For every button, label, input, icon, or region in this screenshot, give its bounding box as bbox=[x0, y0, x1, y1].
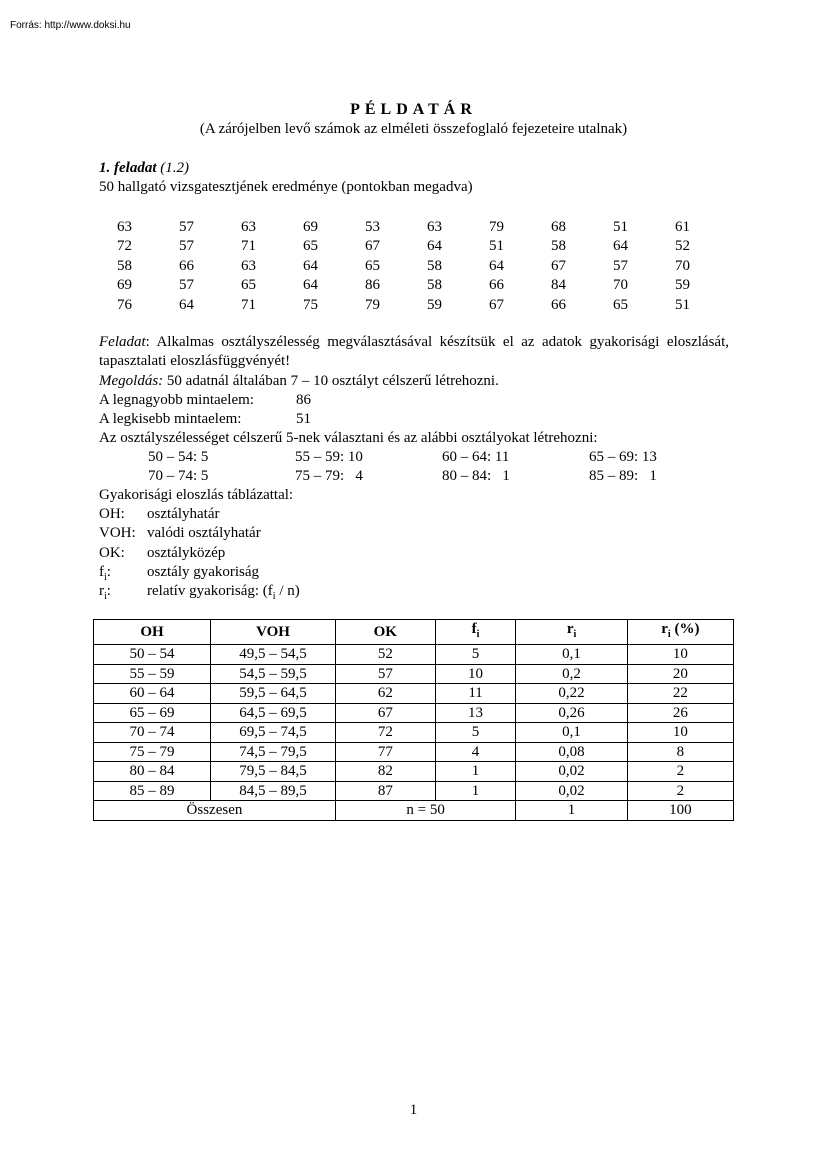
table-cell: 60 – 64 bbox=[94, 684, 211, 704]
table-cell: 0,02 bbox=[516, 762, 627, 782]
table-cell: 50 – 54 bbox=[94, 645, 211, 665]
class-row bbox=[148, 448, 736, 467]
definition-abbr-sub: i bbox=[104, 571, 107, 583]
definition-abbr bbox=[99, 544, 147, 563]
table-cell: 85 – 89 bbox=[94, 781, 211, 801]
score-cell: 66 bbox=[179, 257, 194, 274]
table-header-text: r bbox=[566, 621, 574, 637]
definition-text bbox=[147, 544, 225, 563]
score-cell: 63 bbox=[241, 257, 256, 274]
min-label: A legkisebb mintaelem: bbox=[99, 411, 242, 427]
score-cell: 51 bbox=[675, 296, 690, 313]
table-header-text: OK bbox=[373, 624, 397, 640]
score-cell: 84 bbox=[551, 277, 566, 294]
table-row bbox=[94, 781, 734, 801]
definition-text-sub: i bbox=[272, 591, 276, 603]
table-row bbox=[94, 762, 734, 782]
table-cell: 84,5 – 89,5 bbox=[211, 781, 336, 801]
page-number: 1 bbox=[409, 1102, 418, 1118]
table-cell: 20 bbox=[627, 664, 733, 684]
solution-line bbox=[99, 372, 499, 391]
table-cell: 26 bbox=[627, 703, 733, 723]
score-cell: 57 bbox=[179, 238, 194, 255]
table-cell: 5 bbox=[435, 723, 516, 743]
table-header-cell bbox=[627, 620, 733, 645]
definition-abbr bbox=[99, 563, 147, 582]
score-cell: 57 bbox=[613, 257, 628, 274]
class-item: 60 – 64: 11 bbox=[442, 449, 510, 465]
definition-row bbox=[99, 505, 300, 524]
score-cell: 65 bbox=[613, 296, 628, 313]
definition-text-main: valódi osztályhatár bbox=[147, 525, 261, 542]
table-cell: 8 bbox=[627, 742, 733, 762]
score-cell: 64 bbox=[303, 257, 318, 274]
table-cell: 22 bbox=[627, 684, 733, 704]
definition-abbr-suffix: : bbox=[106, 563, 111, 580]
score-cell: 67 bbox=[551, 257, 566, 274]
task-ref: (1.2) bbox=[160, 160, 189, 176]
definition-abbr-text: OH: bbox=[99, 506, 125, 522]
score-cell: 64 bbox=[179, 296, 194, 313]
score-cell: 59 bbox=[427, 296, 442, 313]
table-cell: 0,1 bbox=[516, 645, 627, 665]
score-cell: 69 bbox=[303, 219, 318, 235]
table-cell: 10 bbox=[435, 664, 516, 684]
score-cell: 79 bbox=[365, 296, 380, 313]
table-row bbox=[94, 723, 734, 743]
score-cell: 67 bbox=[489, 296, 504, 313]
score-cell: 58 bbox=[117, 257, 132, 274]
table-cell: 0,22 bbox=[516, 684, 627, 704]
table-cell: 11 bbox=[435, 684, 516, 704]
width-line: Az osztályszélességet célszerű 5-nek választani és az alábbi osztályokat létrehozni: bbox=[99, 430, 598, 446]
score-row bbox=[117, 276, 737, 295]
definition-text-main: osztályközép bbox=[147, 544, 226, 561]
score-cell: 63 bbox=[117, 219, 132, 235]
table-total-row bbox=[94, 801, 734, 821]
definition-abbr-sub: i bbox=[104, 591, 107, 603]
table-cell: 69,5 – 74,5 bbox=[211, 723, 336, 743]
class-item: 80 – 84: 1 bbox=[442, 468, 510, 484]
score-cell: 64 bbox=[427, 238, 442, 255]
feladat-label: Feladat bbox=[99, 334, 146, 350]
table-cell: 57 bbox=[335, 664, 435, 684]
task-paragraph bbox=[99, 333, 729, 371]
table-header-row bbox=[94, 620, 734, 645]
table-cell: 10 bbox=[627, 723, 733, 743]
table-header-cell bbox=[211, 620, 336, 645]
table-cell: 82 bbox=[335, 762, 435, 782]
table-header-text: r bbox=[661, 621, 668, 637]
score-cell: 71 bbox=[241, 238, 256, 255]
table-row bbox=[94, 703, 734, 723]
table-cell: 49,5 – 54,5 bbox=[211, 645, 336, 665]
score-cell: 86 bbox=[365, 277, 380, 294]
definition-text bbox=[147, 505, 219, 524]
definition-text-main: osztályhatár bbox=[147, 506, 220, 522]
score-cell: 64 bbox=[303, 277, 318, 294]
score-grid bbox=[117, 218, 737, 315]
definition-text bbox=[147, 582, 300, 601]
page-subtitle: (A zárójelben levő számok az elméleti összefoglaló fejezeteire utalnak) bbox=[199, 121, 628, 137]
score-cell: 58 bbox=[551, 238, 566, 255]
definition-text-main: osztály gyakoriság bbox=[147, 563, 260, 580]
score-cell: 76 bbox=[117, 296, 132, 313]
table-cell: 4 bbox=[435, 742, 516, 762]
table-cell: 2 bbox=[627, 781, 733, 801]
definition-abbr-text: r bbox=[99, 583, 104, 600]
score-cell: 75 bbox=[303, 296, 318, 313]
score-cell: 68 bbox=[551, 219, 566, 235]
table-intro: Gyakorisági eloszlás táblázattal: bbox=[99, 487, 294, 503]
feladat-text: : Alkalmas osztályszélesség megválasztásával készítsük el az adatok gyakorisági eloszlását, tapasztalati eloszlásfüggvényét! bbox=[99, 334, 729, 369]
source-line: Forrás: http://www.doksi.hu bbox=[10, 20, 131, 31]
definition-abbr bbox=[99, 524, 147, 543]
definition-list bbox=[99, 505, 300, 601]
total-r: 1 bbox=[516, 801, 627, 821]
table-cell: 54,5 – 59,5 bbox=[211, 664, 336, 684]
max-label: A legnagyobb mintaelem: bbox=[99, 392, 254, 408]
table-cell: 0,1 bbox=[516, 723, 627, 743]
total-label: Összesen bbox=[94, 801, 336, 821]
score-cell: 72 bbox=[117, 238, 132, 255]
class-item: 50 – 54: 5 bbox=[148, 449, 209, 465]
table-cell: 79,5 – 84,5 bbox=[211, 762, 336, 782]
table-row bbox=[94, 664, 734, 684]
table-cell: 62 bbox=[335, 684, 435, 704]
definition-abbr-text: VOH: bbox=[99, 525, 136, 542]
max-value: 86 bbox=[296, 392, 311, 408]
score-row bbox=[117, 257, 737, 276]
total-pct: 100 bbox=[627, 801, 733, 821]
task-description: 50 hallgató vizsgatesztjének eredménye (pontokban megadva) bbox=[99, 179, 473, 195]
table-header-text: VOH bbox=[256, 624, 290, 640]
score-cell: 64 bbox=[489, 257, 504, 274]
max-line bbox=[99, 391, 311, 410]
table-header-cell bbox=[94, 620, 211, 645]
score-cell: 58 bbox=[427, 257, 442, 274]
table-cell: 77 bbox=[335, 742, 435, 762]
table-cell: 0,02 bbox=[516, 781, 627, 801]
score-cell: 57 bbox=[179, 219, 194, 235]
table-header-text: OH bbox=[140, 624, 164, 640]
class-item: 70 – 74: 5 bbox=[148, 468, 209, 484]
table-cell: 1 bbox=[435, 762, 516, 782]
score-cell: 64 bbox=[613, 238, 628, 255]
definition-row bbox=[99, 582, 300, 601]
score-cell: 70 bbox=[613, 277, 628, 294]
table-cell: 59,5 – 64,5 bbox=[211, 684, 336, 704]
table-header-cell bbox=[335, 620, 435, 645]
score-cell: 71 bbox=[241, 296, 256, 313]
class-item: 65 – 69: 13 bbox=[589, 449, 657, 465]
score-cell: 70 bbox=[675, 257, 690, 274]
definition-text-main: relatív gyakoriság: (f bbox=[147, 583, 273, 600]
table-row bbox=[94, 742, 734, 762]
table-cell: 67 bbox=[335, 703, 435, 723]
class-item: 75 – 79: 4 bbox=[295, 468, 363, 484]
table-cell: 0,26 bbox=[516, 703, 627, 723]
table-cell: 5 bbox=[435, 645, 516, 665]
definition-abbr-suffix: : bbox=[106, 583, 111, 600]
score-cell: 59 bbox=[675, 277, 690, 294]
page-title: PÉLDATÁR bbox=[350, 101, 477, 118]
table-cell: 70 – 74 bbox=[94, 723, 211, 743]
score-cell: 51 bbox=[489, 238, 504, 255]
definition-abbr bbox=[99, 505, 147, 524]
table-cell: 13 bbox=[435, 703, 516, 723]
table-header-cell bbox=[435, 620, 516, 645]
table-cell: 87 bbox=[335, 781, 435, 801]
score-cell: 61 bbox=[675, 219, 690, 235]
score-row bbox=[117, 218, 737, 237]
definition-text-end: / n) bbox=[275, 583, 300, 600]
definition-abbr bbox=[99, 582, 147, 601]
score-cell: 58 bbox=[427, 277, 442, 294]
score-cell: 57 bbox=[179, 277, 194, 294]
table-cell: 1 bbox=[435, 781, 516, 801]
min-value: 51 bbox=[296, 411, 311, 427]
table-cell: 0,08 bbox=[516, 742, 627, 762]
score-cell: 69 bbox=[117, 277, 132, 294]
table-header-suffix: (%) bbox=[670, 621, 700, 637]
definition-abbr-text: f bbox=[99, 563, 104, 580]
score-cell: 65 bbox=[241, 277, 256, 294]
table-cell: 65 – 69 bbox=[94, 703, 211, 723]
table-cell: 72 bbox=[335, 723, 435, 743]
frequency-table bbox=[93, 619, 734, 821]
definition-abbr-text: OK: bbox=[99, 544, 125, 561]
table-header-cell bbox=[516, 620, 627, 645]
score-cell: 65 bbox=[365, 257, 380, 274]
score-cell: 52 bbox=[675, 238, 690, 255]
table-cell: 2 bbox=[627, 762, 733, 782]
table-header-sub: i bbox=[667, 629, 671, 640]
definition-text bbox=[147, 563, 259, 582]
class-item: 85 – 89: 1 bbox=[589, 468, 657, 484]
score-cell: 79 bbox=[489, 219, 504, 235]
score-cell: 67 bbox=[365, 238, 380, 255]
class-row bbox=[148, 467, 736, 486]
task-label: 1. feladat bbox=[99, 160, 157, 176]
table-cell: 80 – 84 bbox=[94, 762, 211, 782]
table-cell: 74,5 – 79,5 bbox=[211, 742, 336, 762]
table-cell: 10 bbox=[627, 645, 733, 665]
table-cell: 64,5 – 69,5 bbox=[211, 703, 336, 723]
score-row bbox=[117, 296, 737, 315]
table-body bbox=[94, 645, 734, 821]
megoldas-text: 50 adatnál általában 7 – 10 osztályt célszerű létrehozni. bbox=[163, 373, 499, 389]
table-cell: 75 – 79 bbox=[94, 742, 211, 762]
score-cell: 66 bbox=[551, 296, 566, 313]
definition-row bbox=[99, 563, 300, 582]
score-cell: 63 bbox=[427, 219, 442, 235]
score-cell: 53 bbox=[365, 219, 380, 235]
score-cell: 63 bbox=[241, 219, 256, 235]
task-heading bbox=[99, 159, 189, 178]
score-cell: 65 bbox=[303, 238, 318, 255]
table-header-sub: i bbox=[476, 629, 480, 640]
table-row bbox=[94, 684, 734, 704]
score-cell: 66 bbox=[489, 277, 504, 294]
definition-row bbox=[99, 544, 300, 563]
class-item: 55 – 59: 10 bbox=[295, 449, 363, 465]
table-header-text: f bbox=[471, 621, 477, 637]
definition-text bbox=[147, 524, 261, 543]
megoldas-label: Megoldás: bbox=[99, 373, 164, 389]
min-line bbox=[99, 410, 311, 429]
table-header-sub: i bbox=[573, 629, 577, 640]
table-cell: 0,2 bbox=[516, 664, 627, 684]
class-list bbox=[148, 448, 736, 486]
score-cell: 51 bbox=[613, 219, 628, 235]
table-cell: 52 bbox=[335, 645, 435, 665]
total-n: n = 50 bbox=[335, 801, 515, 821]
table-row bbox=[94, 645, 734, 665]
table-cell: 55 – 59 bbox=[94, 664, 211, 684]
definition-row bbox=[99, 524, 300, 543]
score-row bbox=[117, 237, 737, 256]
